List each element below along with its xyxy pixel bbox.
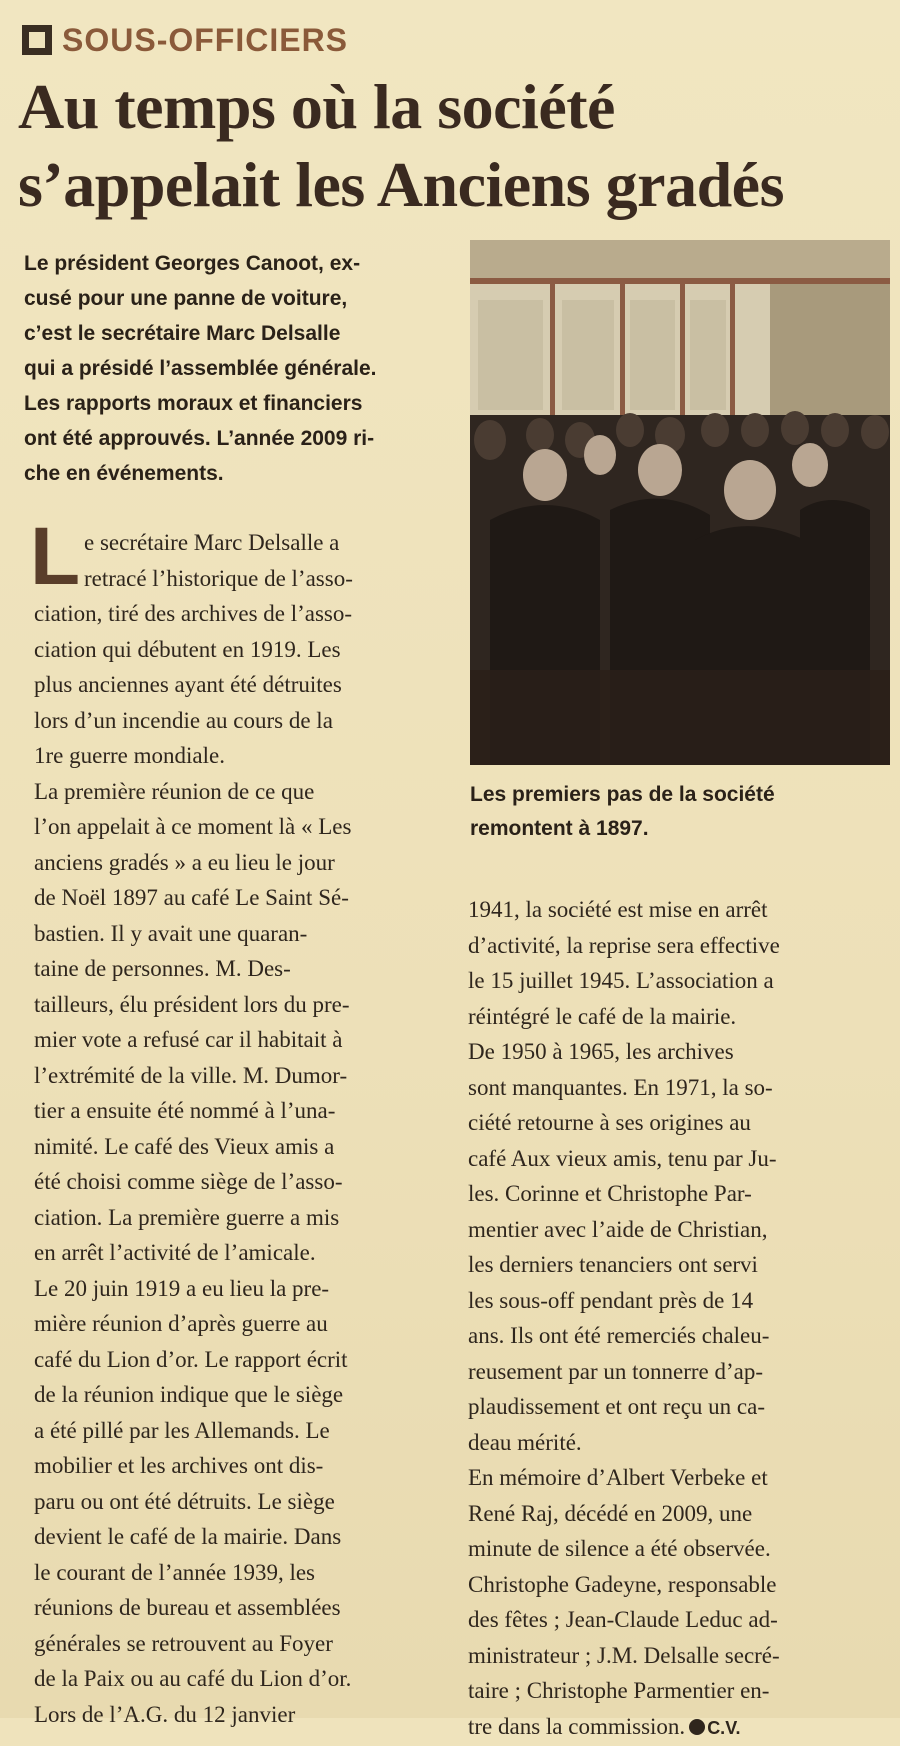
- body-line: café du Lion d’or. Le rapport écrit: [34, 1346, 348, 1372]
- body-line: retracé l’historique de l’asso-: [84, 565, 353, 591]
- body-line: en arrêt l’activité de l’amicale.: [34, 1240, 316, 1265]
- body-line: ciation. La première guerre a mis: [34, 1204, 340, 1230]
- body-line: le 15 juillet 1945. L’association a: [468, 968, 774, 993]
- lead-line: c’est le secrétaire Marc Delsalle: [24, 322, 341, 345]
- photo-illustration: [470, 240, 890, 765]
- body-line: café Aux vieux amis, tenu par Ju-: [468, 1145, 777, 1171]
- body-line: La première réunion de ce que: [34, 778, 315, 804]
- article-column-1: [34, 525, 429, 1732]
- body-line: réintégré le café de la mairie.: [468, 1003, 737, 1029]
- body-line: le courant de l’année 1939, les: [34, 1559, 315, 1585]
- body-line: devient le café de la mairie. Dans: [34, 1524, 342, 1549]
- body-line: lors d’un incendie au cours de la: [34, 707, 333, 733]
- body-line: l’extrémité de la ville. M. Dumor-: [34, 1062, 348, 1088]
- lead-paragraph: [24, 246, 434, 491]
- body-line: ciation, tiré des archives de l’asso-: [34, 601, 353, 626]
- rubric-square-icon: [22, 25, 52, 55]
- body-line: mobilier et les archives ont dis-: [34, 1453, 324, 1478]
- body-line: d’activité, la reprise sera effective: [468, 932, 780, 958]
- lead-line: che en événements.: [24, 462, 224, 485]
- body-line: Lors de l’A.G. du 12 janvier: [34, 1701, 296, 1727]
- drop-cap: L: [30, 511, 81, 602]
- headline-line: s’appelait les Anciens gradés: [18, 149, 784, 220]
- body-line-with-signature: [468, 1709, 893, 1745]
- body-line: René Raj, décédé en 2009, une: [468, 1500, 753, 1526]
- body-line: de Noël 1897 au café Le Saint Sé-: [34, 885, 349, 910]
- body-line: ministrateur ; J.M. Delsalle secré-: [468, 1642, 780, 1668]
- body-line: Christophe Gadeyne, responsable: [468, 1571, 777, 1597]
- body-line: taine de personnes. M. Des-: [34, 956, 291, 981]
- body-line: reusement par un tonnerre d’ap-: [468, 1358, 764, 1384]
- body-line: bastien. Il y avait une quaran-: [34, 920, 308, 946]
- body-line: ans. Ils ont été remerciés chaleu-: [468, 1323, 770, 1348]
- body-line-text: tre dans la commission.: [468, 1713, 686, 1739]
- caption-line: Les premiers pas de la société: [470, 783, 775, 806]
- body-line: réunions de bureau et assemblées: [34, 1595, 341, 1620]
- body-line: minute de silence a été observée.: [468, 1536, 771, 1561]
- body-line: De 1950 à 1965, les archives: [468, 1039, 734, 1064]
- body-line: générales se retrouvent au Foyer: [34, 1630, 333, 1656]
- body-line: ciété retourne à ses origines au: [468, 1110, 751, 1135]
- body-line: plaudissement et ont reçu un ca-: [468, 1394, 765, 1419]
- body-line: e secrétaire Marc Delsalle a: [84, 530, 340, 555]
- body-line: tier a ensuite été nommé à l’una-: [34, 1098, 336, 1123]
- body-line: ciation qui débutent en 1919. Les: [34, 636, 341, 662]
- photo-assembly-audience: [470, 240, 890, 765]
- body-line: sont manquantes. En 1971, la so-: [468, 1074, 773, 1100]
- body-line: les sous-off pendant près de 14: [468, 1287, 754, 1313]
- body-line: a été pillé par les Allemands. Le: [34, 1417, 330, 1443]
- body-line: taire ; Christophe Parmentier en-: [468, 1678, 770, 1703]
- body-line: 1941, la société est mise en arrêt: [468, 897, 768, 922]
- body-line: les derniers tenanciers ont servi: [468, 1252, 758, 1277]
- lead-line: cusé pour une panne de voiture,: [24, 287, 348, 310]
- rubric-label: SOUS-OFFICIERS: [62, 21, 349, 58]
- body-line: l’on appelait à ce moment là « Les: [34, 814, 352, 839]
- body-line: les. Corinne et Christophe Par-: [468, 1181, 752, 1206]
- body-line: 1re guerre mondiale.: [34, 743, 225, 768]
- body-line: mier vote a refusé car il habitait à: [34, 1027, 343, 1052]
- body-line: été choisi comme siège de l’asso-: [34, 1169, 343, 1194]
- body-line: En mémoire d’Albert Verbeke et: [468, 1465, 768, 1490]
- lead-line: qui a présidé l’assemblée générale.: [24, 357, 377, 380]
- body-line: tailleurs, élu président lors du pre-: [34, 991, 350, 1017]
- body-line: Le 20 juin 1919 a eu lieu la pre-: [34, 1275, 330, 1301]
- headline: [18, 68, 898, 224]
- body-line: deau mérité.: [468, 1429, 582, 1455]
- body-line: plus anciennes ayant été détruites: [34, 672, 342, 697]
- bullet-icon: [689, 1719, 705, 1735]
- body-line: nimité. Le café des Vieux amis a: [34, 1133, 335, 1159]
- body-line: mentier avec l’aide de Christian,: [468, 1216, 768, 1242]
- body-line: de la réunion indique que le siège: [34, 1382, 344, 1407]
- headline-line: Au temps où la société: [18, 71, 615, 142]
- article-column-2: [468, 892, 893, 1744]
- photo-caption: [470, 778, 890, 846]
- body-line: des fêtes ; Jean-Claude Leduc ad-: [468, 1607, 778, 1632]
- lead-line: ont été approuvés. L’année 2009 ri-: [24, 427, 375, 450]
- body-line: anciens gradés » a eu lieu le jour: [34, 849, 335, 875]
- rubric: [22, 20, 348, 60]
- body-line: de la Paix ou au café du Lion d’or.: [34, 1666, 352, 1691]
- author-signature: C.V.: [707, 1717, 741, 1738]
- caption-line: remontent à 1897.: [470, 817, 649, 840]
- body-line: mière réunion d’après guerre au: [34, 1311, 328, 1336]
- body-line: paru ou ont été détruits. Le siège: [34, 1488, 335, 1514]
- lead-line: Le président Georges Canoot, ex-: [24, 252, 361, 275]
- lead-line: Les rapports moraux et financiers: [24, 392, 363, 415]
